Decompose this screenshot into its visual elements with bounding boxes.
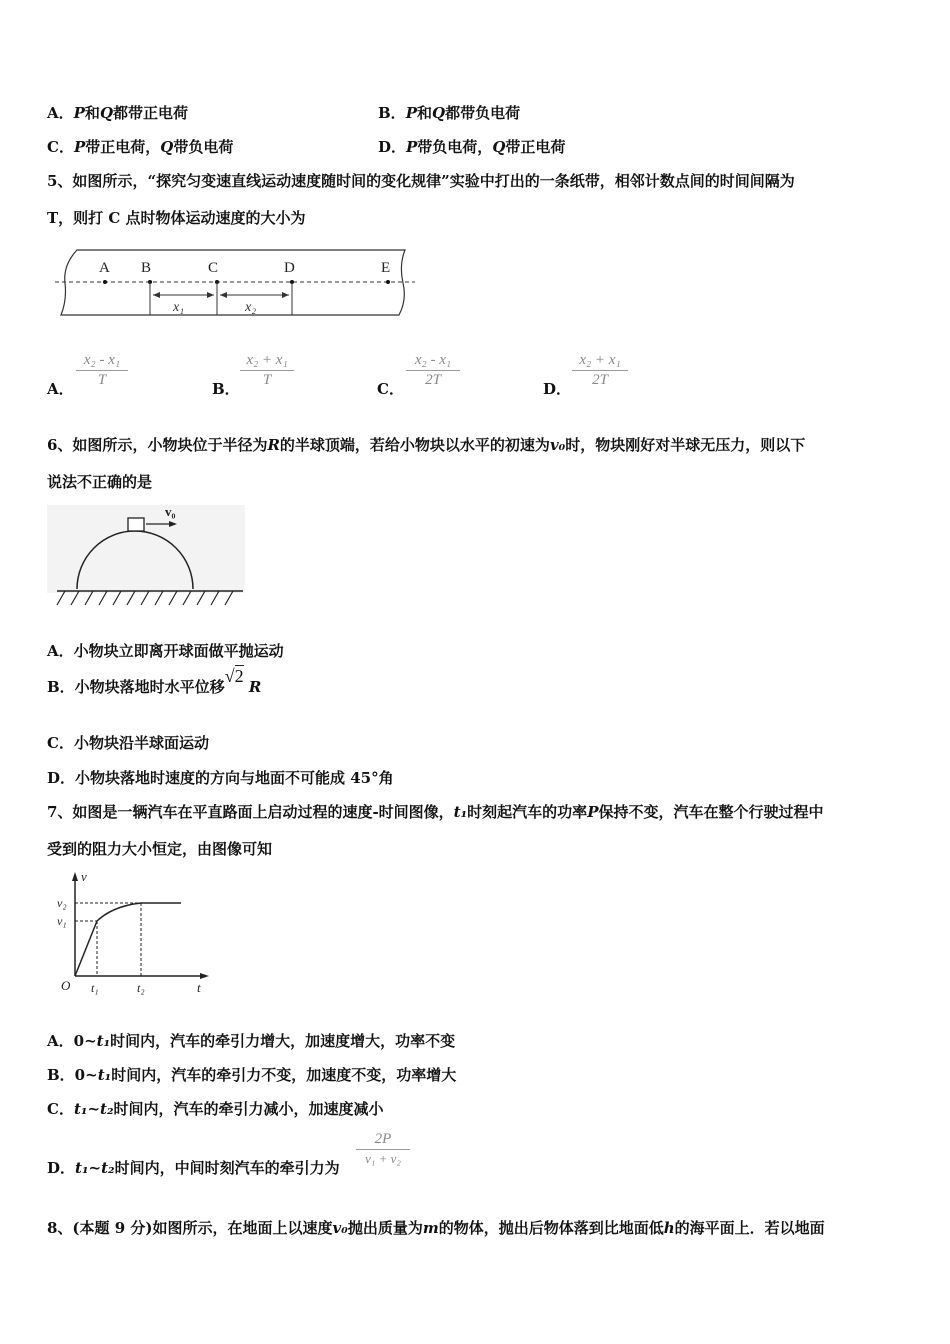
- paper-tape-figure: [55, 245, 415, 320]
- velocity-time-graph: [55, 868, 215, 996]
- q8-stem-line1: 8、(本题 9 分)如图所示，在地面上以速度v₀抛出质量为m的物体，抛出后物体落到比地面低h的海平面上．若以地面: [47, 1219, 825, 1237]
- q6-stem-line2: 说法不正确的是: [47, 473, 153, 491]
- q6-option-c: C．小物块沿半球面运动: [47, 734, 209, 752]
- q6-option-d: D．小物块落地时速度的方向与地面不可能成 45°角: [47, 769, 394, 787]
- tape-point-b: B: [141, 260, 152, 276]
- q5-option-d-label: D．: [543, 380, 572, 398]
- tape-point-a: A: [99, 260, 110, 276]
- q5-option-d-fraction: x₂ + x₁ 2T: [572, 352, 628, 389]
- q6-option-b: B．小物块落地时水平位移√2 R: [47, 666, 262, 696]
- q7-option-b: B．0~t₁时间内，汽车的牵引力不变，加速度不变，功率增大: [47, 1066, 457, 1084]
- q6-stem-line1: 6、如图所示，小物块位于半径为R的半球顶端，若给小物块以水平的初速为v₀时，物块刚好对半球无压力，则以下: [47, 436, 806, 454]
- graph-t2-label: t₂: [137, 981, 145, 995]
- graph-v2-label: v₂: [57, 896, 67, 910]
- q7-option-d: D．t₁~t₂时间内，中间时刻汽车的牵引力为: [47, 1159, 340, 1177]
- graph-t-axis-label: t: [197, 980, 201, 995]
- q5-option-c-label: C．: [377, 380, 404, 398]
- q4-option-c: C．P带正电荷，Q带负电荷: [47, 138, 234, 156]
- q4-option-a: A．P和Q都带正电荷: [47, 104, 189, 122]
- tape-x1-label: x₁: [173, 300, 185, 315]
- q7-stem-line2: 受到的阻力大小恒定，由图像可知: [47, 840, 273, 858]
- sqrt-symbol: √2: [224, 666, 244, 686]
- graph-t1-label: t₁: [91, 981, 99, 995]
- q7-option-d-fraction: 2P v₁ + v₂: [356, 1131, 410, 1167]
- tape-x2-label: x₂: [245, 300, 257, 315]
- graph-v1-label: v₁: [57, 914, 67, 928]
- q4-option-d: D．P带负电荷，Q带正电荷: [378, 138, 566, 156]
- tape-point-c: C: [208, 260, 219, 276]
- q5-option-a-label: A．: [47, 380, 74, 398]
- q5-option-b-fraction: x₂ + x₁ T: [240, 352, 294, 389]
- graph-origin-label: O: [61, 978, 71, 993]
- q5-option-b-label: B．: [212, 380, 240, 398]
- graph-v-axis-label: v: [81, 869, 87, 884]
- q7-stem-line1: 7、如图是一辆汽车在平直路面上启动过程的速度-时间图像，t₁时刻起汽车的功率P保持不变，汽车在整个行驶过程中: [47, 803, 824, 821]
- q7-option-a: A．0~t₁时间内，汽车的牵引力增大，加速度增大，功率不变: [47, 1032, 456, 1050]
- q6-option-a: A．小物块立即离开球面做平抛运动: [47, 642, 284, 660]
- q5-stem-line1: 5、如图所示，“探究匀变速直线运动速度随时间的变化规律”实验中打出的一条纸带，相邻计数点间的时间间隔为: [47, 172, 795, 190]
- q7-option-c: C．t₁~t₂时间内，汽车的牵引力减小，加速度减小: [47, 1100, 384, 1118]
- tape-point-d: D: [284, 260, 295, 276]
- q5-option-a-fraction: x₂ - x₁ T: [76, 352, 128, 389]
- q5-stem-line2: T，则打 C 点时物体运动速度的大小为: [47, 209, 306, 227]
- q4-option-b: B．P和Q都带负电荷: [378, 104, 521, 122]
- tape-point-e: E: [381, 260, 391, 276]
- v0-label: v₀: [165, 505, 176, 519]
- q5-option-c-fraction: x₂ - x₁ 2T: [406, 352, 460, 389]
- hemisphere-figure: [47, 505, 245, 610]
